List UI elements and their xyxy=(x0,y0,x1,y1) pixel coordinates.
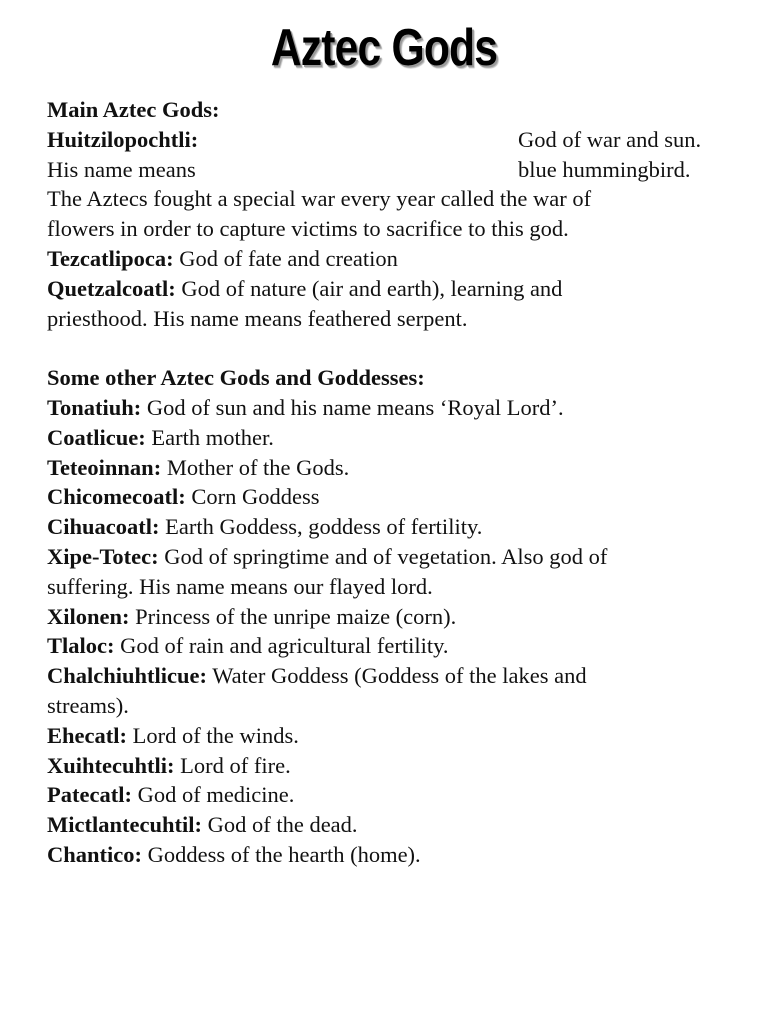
god-entry xyxy=(47,453,747,483)
god-entry xyxy=(47,631,747,661)
god-description: God of sun and his name means ‘Royal Lord’. xyxy=(141,394,564,420)
god-entry xyxy=(47,810,747,840)
huitzilopochtli-row-1 xyxy=(47,125,747,155)
god-description: Earth Goddess, goddess of fertility. xyxy=(159,514,483,540)
god-name: Mictlantecuhtil: xyxy=(47,812,202,838)
quetzalcoatl-desc-1: God of nature (air and earth), learning and xyxy=(175,275,563,301)
god-entry xyxy=(47,482,747,512)
god-entry xyxy=(47,512,747,542)
god-name: Coatlicue: xyxy=(47,424,146,450)
god-name: Xuihtecuhtli: xyxy=(47,752,175,778)
god-name: Ehecatl: xyxy=(47,722,127,748)
huitzilopochtli-desc-right-2: blue hummingbird. xyxy=(518,156,691,182)
god-entry xyxy=(47,423,747,453)
god-entry xyxy=(47,721,747,751)
document-body xyxy=(47,95,747,870)
god-description: Corn Goddess xyxy=(185,484,320,510)
huitzilopochtli-desc-right-1: God of war and sun. xyxy=(518,126,702,152)
god-name: Teteoinnan: xyxy=(47,454,162,480)
god-description: God of the dead. xyxy=(201,812,358,838)
god-description: Princess of the unripe maize (corn). xyxy=(129,603,457,629)
god-description: God of rain and agricultural fertility. xyxy=(114,633,449,659)
god-name: Xilonen: xyxy=(47,603,130,629)
god-entry xyxy=(47,840,747,870)
god-entry xyxy=(47,661,747,691)
god-description: Goddess of the hearth (home). xyxy=(142,841,421,867)
god-name: Patecatl: xyxy=(47,782,132,808)
god-entry xyxy=(47,751,747,781)
main-gods-heading: Main Aztec Gods: xyxy=(47,97,220,122)
god-description: Earth mother. xyxy=(145,424,274,450)
god-description-continued: suffering. His name means our flayed lord. xyxy=(47,573,433,599)
god-entry xyxy=(47,542,747,572)
other-gods-list xyxy=(47,393,747,870)
god-description: Mother of the Gods. xyxy=(161,454,350,480)
huitzilopochtli-text-4: flowers in order to capture victims to sacrifice to this god. xyxy=(47,216,569,242)
tezcatlipoca-name: Tezcatlipoca: xyxy=(47,245,174,271)
god-name: Chantico: xyxy=(47,841,142,867)
god-description: Lord of the winds. xyxy=(126,722,299,748)
god-name: Xipe-Totec: xyxy=(47,543,159,569)
other-gods-heading: Some other Aztec Gods and Goddesses: xyxy=(47,365,425,391)
section-spacer xyxy=(47,333,747,363)
huitzilopochtli-name: Huitzilopochtli: xyxy=(47,126,199,152)
god-name: Chicomecoatl: xyxy=(47,484,186,510)
huitzilopochtli-desc-left-2: His name means xyxy=(47,156,196,182)
quetzalcoatl-entry xyxy=(47,274,747,304)
god-name: Chalchiuhtlicue: xyxy=(47,663,208,689)
god-entry xyxy=(47,602,747,632)
page-title: Aztec Gods xyxy=(270,19,498,77)
god-description-continued: streams). xyxy=(47,692,129,718)
god-name: Tlaloc: xyxy=(47,633,115,659)
god-name: Tonatiuh: xyxy=(47,394,142,420)
tezcatlipoca-entry xyxy=(47,244,747,274)
god-name: Cihuacoatl: xyxy=(47,514,160,540)
god-description: Lord of fire. xyxy=(174,752,291,778)
quetzalcoatl-desc-2: priesthood. His name means feathered serpent. xyxy=(47,305,468,331)
god-description: Water Goddess (Goddess of the lakes and xyxy=(207,663,587,689)
god-description: God of medicine. xyxy=(131,782,295,808)
god-description: God of springtime and of vegetation. Also god of xyxy=(158,543,608,569)
quetzalcoatl-name: Quetzalcoatl: xyxy=(47,275,176,301)
god-entry xyxy=(47,780,747,810)
god-entry xyxy=(47,393,747,423)
huitzilopochtli-text-3: The Aztecs fought a special war every year called the war of xyxy=(47,186,592,212)
huitzilopochtli-row-2 xyxy=(47,155,747,185)
tezcatlipoca-desc: God of fate and creation xyxy=(173,245,398,271)
